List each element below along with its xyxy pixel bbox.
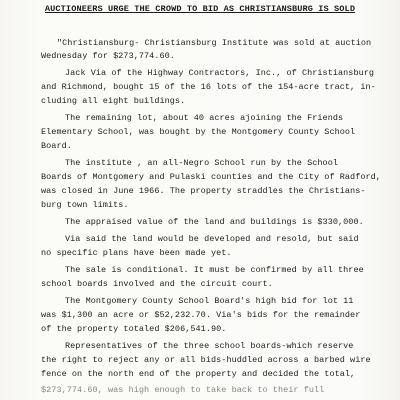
body-line: Via said the land would be developed and resold, but said: [65, 234, 359, 244]
body-line: "Christiansburg- Christiansburg Institute was sold at auction: [57, 38, 372, 48]
headline: AUCTIONEERS URGE THE CROWD TO BID AS CHRISTIANSBURG IS SOLD: [44, 4, 356, 14]
body-line: fence on the north end of the property and decided the total,: [41, 369, 356, 379]
body-line: was closed in June 1966. The property straddles the Christians-: [41, 186, 366, 196]
body-line: $273,774.60, was high enough to take back to their full: [41, 385, 325, 395]
body-line: school boards involved and the circuit court.: [41, 279, 273, 289]
body-line: and Richmond, bought 15 of the 16 lots of the 154-acre tract, in-: [41, 82, 376, 92]
body-line: Boards of Montgomery and Pulaski counties and the City of Radford,: [41, 172, 381, 182]
body-line: burg town limits.: [41, 200, 129, 210]
body-line: The sale is conditional. It must be confirmed by all three: [65, 265, 364, 275]
body-line: The appraised value of the land and buildings is $330,000.: [65, 217, 364, 227]
body-line: Wednesday for $273,774.60.: [41, 51, 175, 61]
body-line: of the property totaled $206,541.90.: [41, 324, 227, 334]
body-line: Elementary School, was bought by the Montgomery County School: [41, 127, 356, 137]
body-line: Board.: [41, 141, 72, 151]
body-line: Representatives of the three school boards-which reserve: [65, 341, 354, 351]
body-line: the right to reject any or all bids-huddled across a barbed wire: [41, 355, 371, 365]
body-line: no specific plans have been made yet.: [41, 248, 232, 258]
body-line: was $1,300 an acre or $52,232.70. Via's bids for the remainder: [41, 310, 361, 320]
body-line: The Montgomery County School Board's high bid for lot 11: [65, 296, 354, 306]
body-line: The remaining lot, about 40 acres ajoining the Friends: [65, 113, 344, 123]
body-line: cluding all eight buildings.: [41, 96, 186, 106]
body-line: Jack Via of the Highway Contractors, Inc., of Christiansburg: [65, 68, 375, 78]
body-line: The institute , an all-Negro School run by the School: [65, 158, 338, 168]
